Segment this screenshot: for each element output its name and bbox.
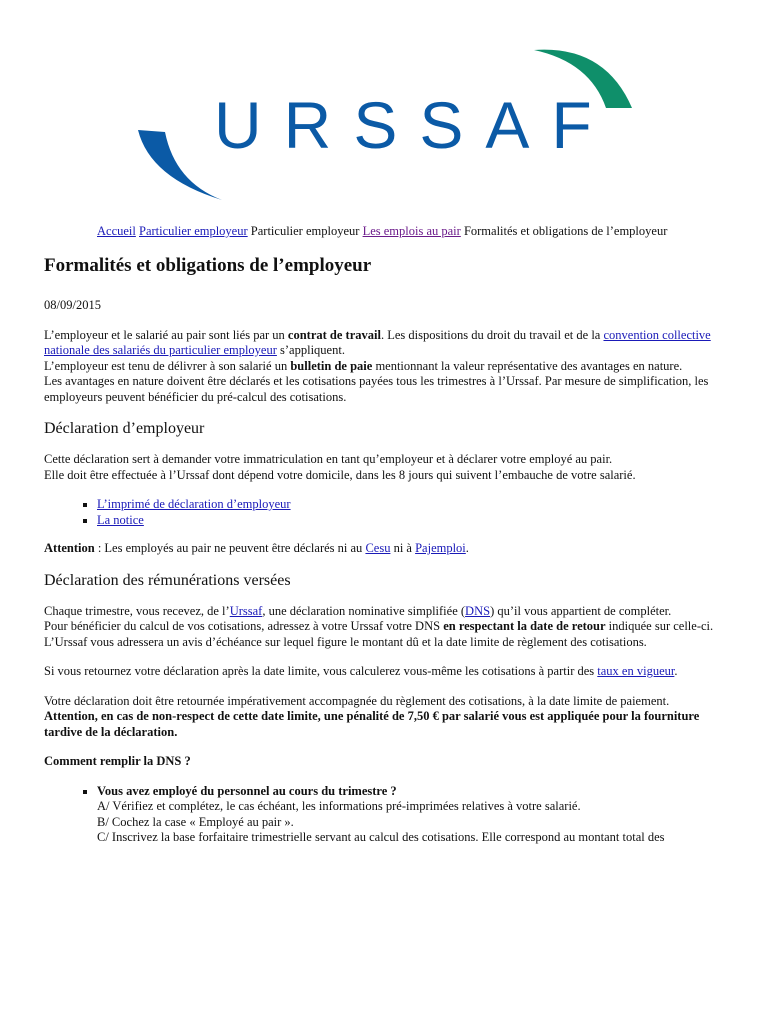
urssaf-link[interactable]: Urssaf [229, 603, 263, 618]
breadcrumb-current-page: Formalités et obligations de l’employeur [463, 224, 668, 238]
attention-text: ni à [390, 541, 416, 555]
remunerations-text: L’Urssaf vous adressera un avis d’échéance sur lequel figure le montant dû et la date limite de règlement des cotisations. [44, 634, 647, 649]
intro-paragraph [44, 328, 728, 406]
late-text: . [674, 664, 678, 678]
late-text: Si vous retournez votre déclaration après la date limite, vous calculerez vous-même les cotisations à partir des [44, 664, 598, 678]
late-declaration-paragraph [44, 664, 728, 680]
taux-en-vigueur-link[interactable]: taux en vigueur [597, 664, 675, 678]
remunerations-paragraph [44, 604, 728, 651]
dns-link[interactable]: DNS [465, 603, 491, 618]
attention-text: . [465, 541, 469, 555]
how-to-step-a: A/ Vérifiez et complétez, le cas échéant, les informations pré-imprimées relatives à votre salarié. [97, 799, 581, 813]
how-to-title-text: Comment remplir la DNS ? [44, 754, 191, 768]
publication-date: 08/09/2015 [44, 298, 101, 312]
declaration-paragraph [44, 452, 728, 483]
penalty-paragraph [44, 694, 728, 741]
convention-collective-link[interactable]: convention collective nationale des salariés du particulier employeur [44, 327, 711, 357]
notice-link[interactable]: La notice [97, 512, 144, 527]
intro-text: Les avantages en nature doivent être déclarés et les cotisations payées tous les trimestres à l’Urssaf. Par mesure de simplification, les employeurs peuvent bénéficier du pré-calcul des cotisations. [44, 374, 709, 404]
how-to-item-title: Vous avez employé du personnel au cours du trimestre ? [97, 783, 397, 798]
breadcrumb-link-accueil[interactable]: Accueil [97, 224, 136, 238]
main-content [44, 255, 728, 859]
penalty-bold-warning: Attention, en cas de non-respect de cette date limite, une pénalité de 7,50 € par salarié vous est appliquée pour la fourniture tardive de la déclaration. [44, 709, 700, 739]
remunerations-text: indiquée sur celle-ci. [605, 619, 714, 633]
attention-paragraph [44, 541, 728, 557]
logo-blue-swoosh [138, 130, 222, 200]
page-title: Formalités et obligations de l’employeur [44, 255, 372, 276]
intro-bold-bulletin: bulletin de paie [290, 358, 373, 373]
intro-text: . Les dispositions du droit du travail et de la [380, 327, 604, 342]
breadcrumb-link-emplois-au-pair[interactable]: Les emplois au pair [362, 224, 461, 238]
remunerations-text: Pour bénéficier du calcul de vos cotisations, adressez à votre Urssaf votre DNS [44, 619, 444, 633]
intro-text: s’appliquent. [276, 343, 345, 357]
intro-text: L’employeur et le salarié au pair sont liés par un [44, 327, 288, 342]
intro-text: L’employeur est tenu de délivrer à son salarié un [44, 358, 291, 373]
how-to-title [44, 754, 728, 770]
remunerations-text: ) qu’il vous appartient de compléter. [490, 603, 672, 618]
list-item [97, 513, 728, 529]
attention-label: Attention [44, 541, 95, 555]
urssaf-logo [0, 0, 768, 215]
how-to-list [44, 784, 728, 846]
list-item [97, 497, 728, 513]
remunerations-bold-date-retour: en respectant la date de retour [443, 619, 606, 633]
how-to-step-b: B/ Cochez la case « Employé au pair ». [97, 814, 294, 829]
declaration-links-list [44, 497, 728, 528]
pajemploi-link[interactable]: Pajemploi [415, 541, 466, 555]
declaration-text: Elle doit être effectuée à l’Urssaf dont dépend votre domicile, dans les 8 jours qui suivent l’embauche de votre salarié. [44, 467, 636, 482]
logo-wordmark: URSSAF [214, 88, 614, 162]
breadcrumb [97, 224, 667, 239]
breadcrumb-link-particulier-employeur[interactable]: Particulier employeur [139, 224, 248, 238]
breadcrumb-text-particulier-employeur: Particulier employeur [250, 224, 360, 238]
imprime-declaration-link[interactable]: L’imprimé de déclaration d’employeur [97, 497, 291, 511]
remunerations-text: , une déclaration nominative simplifiée ( [262, 603, 466, 618]
section-heading-declaration-employeur: Déclaration d’employeur [44, 420, 205, 437]
declaration-text: Cette déclaration sert à demander votre immatriculation en tant qu’employeur et à déclarer votre employé au pair. [44, 452, 613, 466]
intro-bold-contrat: contrat de travail [287, 327, 381, 342]
penalty-text: Votre déclaration doit être retournée impérativement accompagnée du règlement des cotisations, à la date limite de paiement. [44, 693, 670, 708]
remunerations-text: Chaque trimestre, vous recevez, de l’ [44, 603, 230, 618]
how-to-step-c: C/ Inscrivez la base forfaitaire trimestrielle servant au calcul des cotisations. Elle correspond au montant total des [97, 830, 665, 844]
cesu-link[interactable]: Cesu [365, 541, 391, 555]
list-item [97, 784, 728, 846]
attention-text: : Les employés au pair ne peuvent être déclarés ni au [94, 541, 366, 555]
intro-text: mentionnant la valeur représentative des avantages en nature. [372, 358, 683, 373]
section-heading-remunerations: Déclaration des rémunérations versées [44, 571, 291, 589]
